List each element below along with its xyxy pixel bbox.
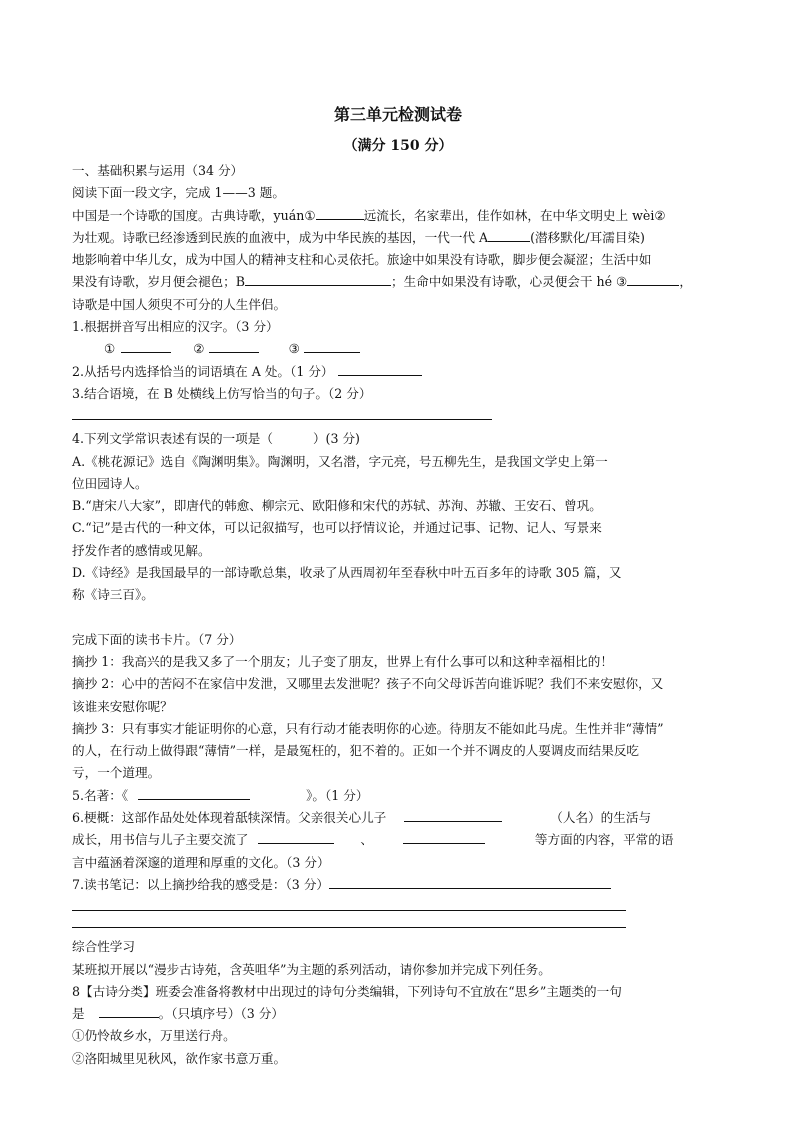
question-6: 6.梗概：这部作品处处体现着舐犊深情。父亲很关心儿子 （人名）的生活与 <box>72 810 652 826</box>
page-title: 第三单元检测试卷 <box>333 105 462 124</box>
option-d: D.《诗经》是我国最早的一部诗歌总集，收录了从西周初年至春秋中叶五百多年的诗歌 305 篇，又 <box>72 565 622 581</box>
blank-yuan[interactable] <box>316 207 364 220</box>
answer-line-q7[interactable] <box>72 911 626 928</box>
question-3: 3.结合语境，在 B 处横线上仿写恰当的句子。（2 分） <box>72 385 372 401</box>
question-6-cont: 言中蕴涵着深邃的道理和厚重的文化。（3 分） <box>72 854 330 870</box>
question-7: 7.读书笔记：以上摘抄给我的感受是：（3 分） <box>72 874 724 896</box>
passage-line: 果没有诗歌，岁月便会褪色；B ；生命中如果没有诗歌，心灵便会干 hé ③ ， <box>72 274 692 290</box>
option-a-cont: 位田园诗人。 <box>72 475 148 491</box>
passage-line: 中国是一个诗歌的国度。古典诗歌，yuán① 远流长，名家辈出，佳作如林，在中华文明史上 wèi② <box>72 207 666 223</box>
passage-line: 诗歌是中国人须臾不可分的人生伴侣。 <box>72 296 287 312</box>
option-b: B.“唐宋八大家”，即唐代的韩愈、柳宗元、欧阳修和宋代的苏轼、苏洵、苏辙、王安石、曾巩。 <box>72 498 602 514</box>
answer-blank-q8[interactable] <box>99 1005 159 1018</box>
answer-blank-q2[interactable] <box>338 363 422 376</box>
question-2: 2.从括号内选择恰当的词语填在 A 处。（1 分） <box>72 361 724 383</box>
answer-line-q3[interactable] <box>72 405 492 420</box>
question-4: 4.下列文学常识表述有误的一项是（ ）(3 分) <box>72 431 360 447</box>
passage-line: 为壮观。诗歌已经渗透到民族的血液中，成为中华民族的基因，一代一代 A (潜移默化/耳濡目染) <box>72 229 645 245</box>
question-1-blanks: ① ② ③ <box>72 338 724 360</box>
answer-line-q7[interactable] <box>329 876 611 889</box>
answer-blank-q6-b[interactable] <box>403 831 485 844</box>
question-5: 5.名著：《 》。（1 分） <box>72 787 369 803</box>
excerpt-3-cont: 亏，一个道理。 <box>72 765 161 781</box>
reading-instruction: 阅读下面一段文字，完成 1——3 题。 <box>72 185 285 201</box>
section-heading: 一、基础积累与运用（34 分） <box>72 163 244 178</box>
blank-a[interactable] <box>488 229 530 242</box>
excerpt-3: 摘抄 3：只有事实才能证明你的心意，只有行动才能表明你的心迹。待朋友不能如此马虎。生性并非“薄情” <box>72 720 664 736</box>
answer-blank-q6-name[interactable] <box>404 809 502 822</box>
answer-blank-q6-a[interactable] <box>258 831 334 844</box>
blank-he[interactable] <box>627 273 679 286</box>
excerpt-2: 摘抄 2：心中的苦闷不在家信中发泄，又哪里去发泄呢？孩子不向父母诉苦向谁诉呢？我们不来安慰你，又 <box>72 676 664 692</box>
page-subtitle: （满分 150 分） <box>343 138 453 154</box>
answer-blank-3[interactable] <box>304 340 360 353</box>
question-1: 1.根据拼音写出相应的汉字。（3 分） <box>72 319 279 335</box>
answer-line-q7[interactable] <box>72 896 626 911</box>
excerpt-2-cont: 该谁来安慰你呢？ <box>72 698 173 714</box>
answer-blank-2[interactable] <box>209 340 259 353</box>
poem-line-2: ②洛阳城里见秋风，欲作家书意万重。 <box>72 1050 287 1066</box>
option-a: A.《桃花源记》选自《陶渊明集》。陶渊明，又名潜，字元亮，号五柳先生，是我国文学史上第一 <box>72 453 608 469</box>
answer-blank-q5[interactable] <box>138 787 250 800</box>
answer-blank-1[interactable] <box>121 340 171 353</box>
question-8-cont: 是 。（只填序号）（3 分） <box>72 1006 284 1022</box>
option-d-cont: 称《诗三百》。 <box>72 587 154 603</box>
option-c: C.“记”是古代的一种文体，可以记叙描写，也可以抒情议论，并通过记事、记物、记人、写景来 <box>72 520 602 536</box>
passage-line: 地影响着中华儿女，成为中国人的精神支柱和心灵依托。旅途中如果没有诗歌，脚步便会凝涩；生活中如 <box>72 252 652 268</box>
question-8: 8【古诗分类】班委会准备将教材中出现过的诗句分类编辑，下列诗句不宜放在“思乡”主题类的一句 <box>72 983 622 999</box>
reading-card-instruction: 完成下面的读书卡片。（7 分） <box>72 631 242 647</box>
excerpt-1: 摘抄 1：我高兴的是我又多了一个朋友；儿子变了朋友，世界上有什么事可以和这种幸福相比的！ <box>72 653 613 669</box>
option-c-cont: 抒发作者的感情或见解。 <box>72 542 211 558</box>
exam-page <box>72 104 724 1070</box>
activity-intro: 某班拟开展以“漫步古诗苑，含英咀华”为主题的系列活动，请你参加并完成下列任务。 <box>72 961 551 977</box>
excerpt-3-cont: 的人，在行动上做得跟“薄情”一样，是最冤枉的，犯不着的。正如一个并不调皮的人耍调皮而结果反吃 <box>72 743 640 759</box>
blank-b[interactable] <box>245 273 391 286</box>
section-heading: 综合性学习 <box>72 939 135 955</box>
question-6-cont: 成长，用书信与儿子主要交流了 、 等方面的内容，平常的语 <box>72 832 674 848</box>
poem-line-1: ①仍怜故乡水，万里送行舟。 <box>72 1028 236 1044</box>
